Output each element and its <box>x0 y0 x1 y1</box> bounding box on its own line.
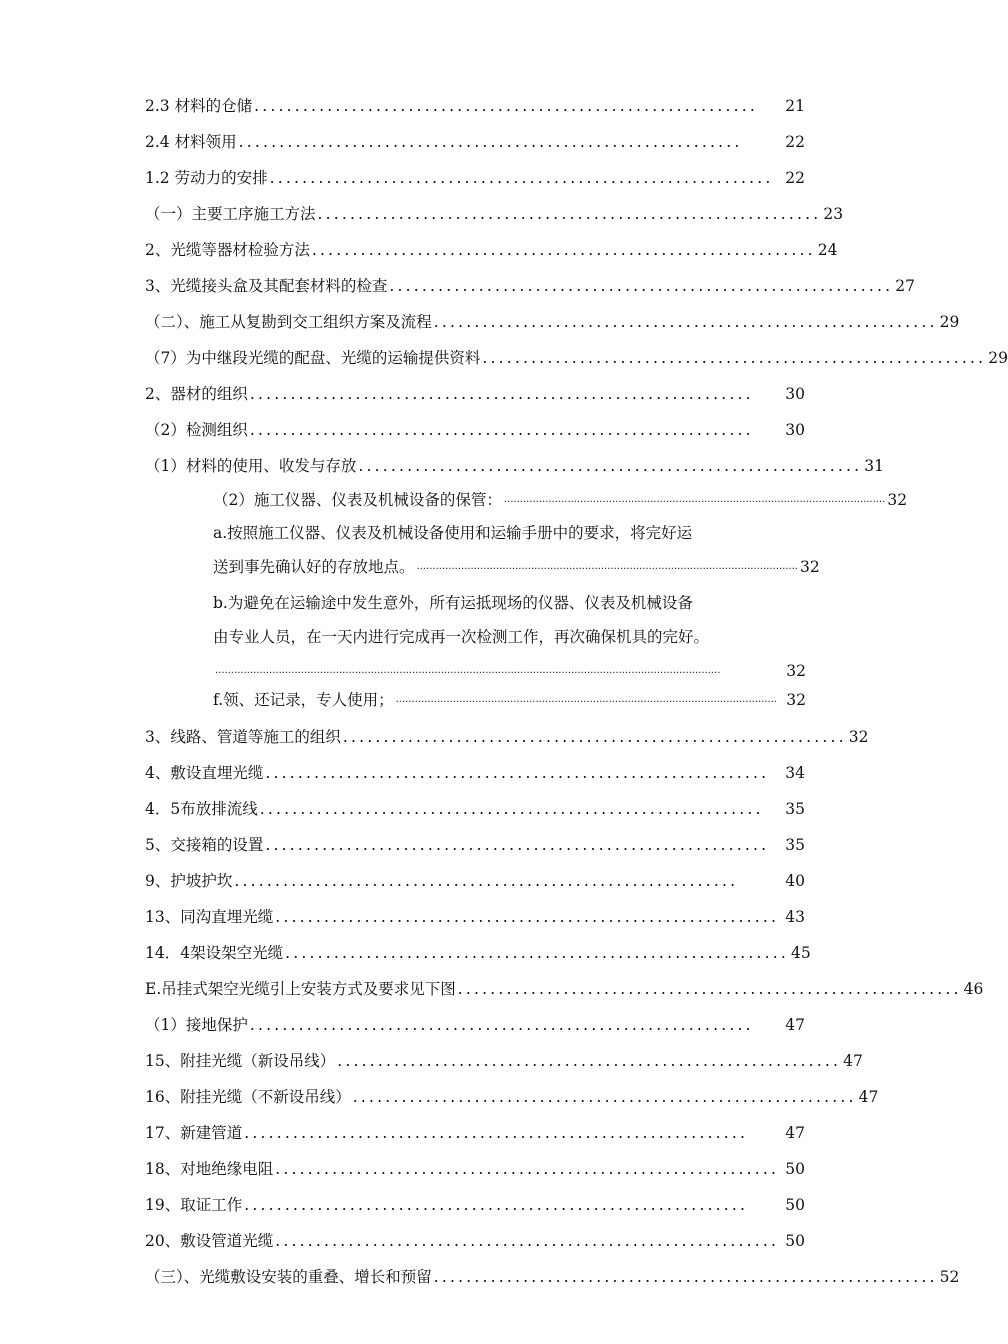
para-line: 由专业人员，在一天内进行完成再一次检测工作，再次确保机具的完好。 <box>213 628 710 646</box>
toc-entry[interactable] <box>145 795 805 823</box>
leader-dots: .............................................................. <box>254 97 758 115</box>
toc-entry[interactable] <box>145 380 805 408</box>
toc-entry-page: 52 <box>939 1268 960 1286</box>
toc-entry[interactable] <box>145 416 805 444</box>
leader-dots: .............................................................. <box>265 836 770 854</box>
leader-dots: .............................................................. <box>249 1016 754 1034</box>
toc-entry-page: 31 <box>864 457 884 475</box>
para-line: b.为避免在运输途中发生意外，所有运抵现场的仪器、仪表及机械设备 <box>213 594 693 612</box>
toc-entry[interactable] <box>145 1155 805 1183</box>
leader-dots: .............................................................. <box>317 205 822 223</box>
toc-entry-title: E.吊挂式架空光缆引上安装方式及要求见下图 <box>145 980 456 998</box>
toc-entry-title: 4、敷设直埋光缆 <box>145 764 264 782</box>
toc-entry-page: 22 <box>785 133 805 151</box>
toc-entry-title: 2.3 材料的仓储 <box>145 97 253 115</box>
toc-entry-page: 50 <box>785 1196 805 1214</box>
toc-entry-title: 14．4架设架空光缆 <box>145 944 284 962</box>
toc-entry-title: 18、对地绝缘电阻 <box>145 1160 274 1178</box>
toc-entry-page: 22 <box>785 169 805 187</box>
toc-paragraph-b[interactable] <box>213 586 806 688</box>
toc-entry-title: （2）施工仪器、仪表及机械设备的保管： <box>213 491 502 509</box>
toc-entry[interactable] <box>145 1047 863 1075</box>
leader-dots: .............................................................. <box>482 349 987 367</box>
toc-entry-title: 5、交接箱的设置 <box>145 836 264 854</box>
toc-entry-page: 35 <box>785 800 805 818</box>
leader-dots: .............................................................. <box>311 241 816 259</box>
toc-entry-page: 35 <box>785 836 805 854</box>
toc-paragraph-a[interactable] <box>213 516 820 584</box>
toc-entry-page: 47 <box>785 1016 805 1034</box>
toc-entry-page: 47 <box>843 1052 863 1070</box>
leader-dots: .............................................................. <box>259 800 764 818</box>
leader-dots: .............................................................. <box>389 277 894 295</box>
leader-dots: .............................................................. <box>275 1232 780 1250</box>
leader-dots: .............................................................. <box>265 764 770 782</box>
toc-entry-title: 2、器材的组织 <box>145 385 248 403</box>
toc-entry-page: 24 <box>817 241 838 259</box>
toc-entry-page: 46 <box>963 980 984 998</box>
toc-entry[interactable] <box>145 200 844 228</box>
toc-entry-page: 32 <box>848 728 869 746</box>
toc-entry[interactable] <box>145 344 1008 372</box>
toc-entry-page: 29 <box>939 313 960 331</box>
toc-entry-page: 29 <box>988 349 1008 367</box>
toc-entry[interactable] <box>145 1083 879 1111</box>
leader-dots: .............................................................. <box>249 385 754 403</box>
toc-entry-title: 2.4 材料领用 <box>145 133 237 151</box>
leader-dots: .............................................................. <box>234 872 739 890</box>
toc-entry[interactable] <box>145 723 869 751</box>
toc-entry-page: 21 <box>785 97 805 115</box>
toc-entry[interactable] <box>145 1119 805 1147</box>
toc-entry-title: （二）、施工从复勘到交工组织方案及流程 <box>145 313 432 331</box>
toc-entry-title: 15、附挂光缆（新设吊线） <box>145 1052 336 1070</box>
toc-entry-page: 40 <box>785 872 805 890</box>
toc-entry-title: 9、护坡护坎 <box>145 872 233 890</box>
toc-entry-title: f.领、还记录，专人使用； <box>213 691 394 709</box>
toc-entry[interactable] <box>145 759 805 787</box>
toc-entry-title: （1）材料的使用、收发与存放 <box>145 457 357 475</box>
toc-entry-page: 50 <box>785 1160 805 1178</box>
toc-entry-title: 19、取证工作 <box>145 1196 243 1214</box>
toc-entry[interactable] <box>145 164 805 192</box>
leader-dots: .............................................................. <box>337 1052 842 1070</box>
toc-entry[interactable] <box>145 1191 805 1219</box>
toc-entry-page: 32 <box>887 491 908 509</box>
toc-entry[interactable] <box>145 308 960 336</box>
leader-dots: .............................................................. <box>285 944 789 962</box>
leader-dots: ........................................................................................................................ <box>503 494 886 505</box>
leader-dots: .............................................................. <box>244 1196 749 1214</box>
toc-entry[interactable] <box>145 1227 805 1255</box>
toc-subentry[interactable] <box>213 686 806 714</box>
toc-entry-title: （2）检测组织 <box>145 421 248 439</box>
toc-entry-page: 23 <box>823 205 844 223</box>
toc-entry[interactable] <box>145 1263 960 1291</box>
leader-dots: .............................................................. <box>275 908 780 926</box>
toc-entry[interactable] <box>145 92 805 120</box>
toc-entry[interactable] <box>145 1011 805 1039</box>
leader-dots: ........................................................................................................................ <box>416 561 798 572</box>
toc-entry-title: 16、附挂光缆（不新设吊线） <box>145 1088 351 1106</box>
leader-dots: .............................................................. <box>244 1124 749 1142</box>
toc-entry-page: 47 <box>785 1124 805 1142</box>
leader-dots: .............................................................. <box>238 133 743 151</box>
para-line: a.按照施工仪器、仪表及机械设备使用和运输手册中的要求，将完好运 <box>213 524 693 542</box>
toc-entry-title: 3、光缆接头盒及其配套材料的检查 <box>145 277 388 295</box>
toc-entry-page: 34 <box>785 764 805 782</box>
toc-entry-title: （三）、光缆敷设安装的重叠、增长和预留 <box>145 1268 432 1286</box>
toc-entry-title: 3、线路、管道等施工的组织 <box>145 728 341 746</box>
toc-entry[interactable] <box>145 236 838 264</box>
toc-entry[interactable] <box>145 272 915 300</box>
toc-entry-title: 17、新建管道 <box>145 1124 243 1142</box>
toc-entry[interactable] <box>145 939 811 967</box>
toc-entry[interactable] <box>145 903 805 931</box>
toc-entry-page: 32 <box>786 691 806 709</box>
toc-entry[interactable] <box>145 452 884 480</box>
leader-dots: ............................................................................................................................................................... <box>215 665 721 676</box>
toc-entry-page: 27 <box>895 277 915 295</box>
para-line: 送到事先确认好的存放地点。 <box>213 558 415 576</box>
toc-entry-page: 30 <box>785 421 805 439</box>
leader-dots: .............................................................. <box>358 457 863 475</box>
toc-entry[interactable] <box>145 867 805 895</box>
toc-entry-page: 47 <box>858 1088 879 1106</box>
leader-dots: .............................................................. <box>342 728 847 746</box>
toc-entry-page: 32 <box>786 662 806 680</box>
toc-entry-page: 30 <box>785 385 805 403</box>
toc-entry[interactable] <box>145 975 984 1003</box>
leader-dots: .............................................................. <box>457 980 962 998</box>
toc-entry-title: 2、光缆等器材检验方法 <box>145 241 310 259</box>
toc-entry-page: 45 <box>790 944 811 962</box>
leader-dots: .............................................................. <box>275 1160 780 1178</box>
leader-dots: .............................................................. <box>249 421 754 439</box>
leader-dots: .............................................................. <box>433 313 938 331</box>
toc-entry-page: 32 <box>799 558 820 576</box>
toc-subentry[interactable] <box>213 486 908 514</box>
toc-entry-title: 13、同沟直埋光缆 <box>145 908 274 926</box>
toc-entry-title: （一）主要工序施工方法 <box>145 205 316 223</box>
toc-entry-page: 50 <box>785 1232 805 1250</box>
toc-entry-title: 4．5布放排流线 <box>145 800 258 818</box>
leader-dots: .............................................................. <box>352 1088 857 1106</box>
leader-dots: ........................................................................................................................ <box>395 694 778 705</box>
toc-entry[interactable] <box>145 128 805 156</box>
toc-entry-title: （7）为中继段光缆的配盘、光缆的运输提供资料 <box>145 349 481 367</box>
toc-entry-title: （1）接地保护 <box>145 1016 248 1034</box>
leader-dots: .............................................................. <box>269 169 774 187</box>
toc-entry-title: 1.2 劳动力的安排 <box>145 169 268 187</box>
toc-entry[interactable] <box>145 831 805 859</box>
leader-dots: .............................................................. <box>433 1268 938 1286</box>
toc-entry-title: 20、敷设管道光缆 <box>145 1232 274 1250</box>
toc-entry-page: 43 <box>785 908 805 926</box>
